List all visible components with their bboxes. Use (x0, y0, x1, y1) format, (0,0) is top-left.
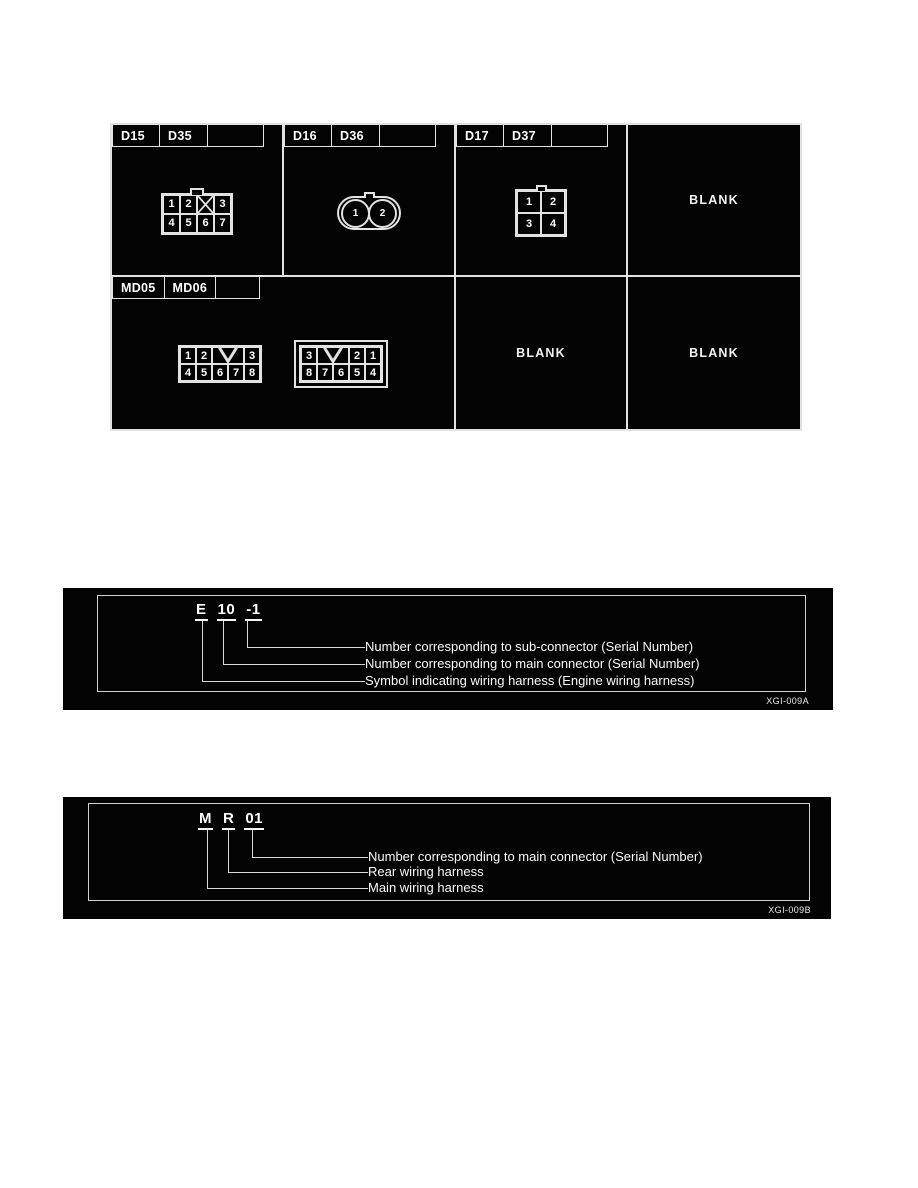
callout-line (228, 830, 229, 872)
pin: 1 (365, 347, 381, 364)
connector-id-tab: MD05 (112, 277, 165, 299)
harness-code (198, 810, 264, 830)
connector-id-tabs (284, 125, 436, 147)
pin: 2 (368, 199, 397, 228)
callout-line (207, 888, 368, 889)
callout-label: Number corresponding to sub-connector (Serial Number) (365, 639, 694, 654)
connector-id-tabs (112, 125, 264, 147)
pin: 5 (196, 364, 212, 381)
connector-diagram-area (284, 147, 454, 275)
connector-outer-shell (294, 340, 388, 388)
callout-line (223, 664, 365, 665)
callout-label: Symbol indicating wiring harness (Engine wiring harness) (365, 673, 695, 688)
table-cell-d15 (112, 125, 284, 277)
table-cell-d17 (456, 125, 628, 277)
code-part-main-harness: M (198, 810, 213, 830)
pin: 1 (163, 195, 180, 214)
code-part-main-connector: 10 (217, 601, 237, 621)
figure-ref-code: XGI-009A (766, 696, 809, 706)
blank-label: BLANK (516, 346, 566, 360)
pin-row (301, 364, 381, 381)
pin: 6 (212, 364, 228, 381)
connector-id-tab: D37 (504, 125, 552, 147)
connector-d17-diagram (515, 185, 567, 237)
harness-code (195, 601, 262, 621)
pin: 3 (244, 347, 260, 364)
code-part-main-connector: 01 (244, 810, 264, 830)
connector-diagram-area (112, 299, 454, 429)
latch-tab-icon (190, 188, 204, 195)
callout-line (202, 681, 365, 682)
table-cell-blank (628, 125, 800, 277)
pin-row (180, 347, 260, 364)
connector-id-tab-empty (552, 125, 608, 147)
callout-line (202, 621, 203, 681)
pin: 4 (163, 214, 180, 233)
connector-id-tab: D16 (284, 125, 332, 147)
oval-connector-body (337, 196, 401, 230)
harness-code-legend-main-rear (63, 797, 831, 919)
callout-label: Number corresponding to main connector (Serial Number) (365, 656, 700, 671)
callout-line (252, 857, 368, 858)
callout-line (247, 621, 248, 647)
callout-line (228, 872, 368, 873)
key-notch-icon (212, 347, 244, 364)
pin: 1 (180, 347, 196, 364)
callout-line (252, 830, 253, 857)
connector-id-tab: D15 (112, 125, 160, 147)
pin: 3 (517, 213, 541, 235)
key-notch-icon (317, 347, 349, 364)
pin: 2 (196, 347, 212, 364)
pin: 4 (180, 364, 196, 381)
pin-row (517, 213, 565, 235)
connector-id-tab-empty (208, 125, 264, 147)
callout-label: Number corresponding to main connector (Serial Number) (368, 849, 703, 864)
callout-line (223, 621, 224, 664)
pin-grid (178, 345, 262, 383)
pin: 5 (180, 214, 197, 233)
table-cell-blank (456, 277, 628, 429)
pin: 6 (333, 364, 349, 381)
latch-tab-icon (364, 192, 375, 198)
connector-id-tab: MD06 (165, 277, 217, 299)
code-part-sub-connector: -1 (245, 601, 261, 621)
pin-row (180, 364, 260, 381)
pin-grid (161, 193, 233, 235)
code-part-harness-symbol: E (195, 601, 208, 621)
connector-reference-table (110, 123, 802, 431)
connector-d15-diagram (161, 188, 233, 235)
pin: 2 (349, 347, 365, 364)
pin-grid (299, 345, 383, 383)
pin: 2 (180, 195, 197, 214)
connector-md06-diagram (294, 340, 388, 388)
pin: 7 (317, 364, 333, 381)
pin: 7 (214, 214, 231, 233)
pin: 7 (228, 364, 244, 381)
harness-code-legend-engine (63, 588, 833, 710)
figure-ref-code: XGI-009B (768, 905, 811, 915)
blank-label: BLANK (689, 346, 739, 360)
pin: 3 (214, 195, 231, 214)
blank-label: BLANK (689, 193, 739, 207)
key-cross-icon (197, 195, 214, 214)
callout-line (247, 647, 365, 648)
pin-row (517, 191, 565, 213)
connector-id-tabs (112, 277, 260, 299)
pin: 8 (244, 364, 260, 381)
connector-md05-diagram (178, 345, 262, 383)
connector-id-tab: D36 (332, 125, 380, 147)
code-part-rear-harness: R (222, 810, 235, 830)
connector-id-tab: D17 (456, 125, 504, 147)
connector-id-tab: D35 (160, 125, 208, 147)
callout-line (207, 830, 208, 888)
callout-label: Main wiring harness (368, 880, 484, 895)
pin: 8 (301, 364, 317, 381)
pin-row (163, 214, 231, 233)
pin-grid (515, 189, 567, 237)
pin: 6 (197, 214, 214, 233)
pin: 4 (365, 364, 381, 381)
pin-row (163, 195, 231, 214)
connector-id-tabs (456, 125, 608, 147)
pin: 1 (517, 191, 541, 213)
pin: 5 (349, 364, 365, 381)
table-cell-d16 (284, 125, 456, 277)
connector-diagram-area (456, 147, 626, 275)
table-cell-blank (628, 277, 800, 429)
pin: 3 (301, 347, 317, 364)
connector-id-tab-empty (380, 125, 436, 147)
connector-diagram-area (112, 147, 282, 275)
pin-row (301, 347, 381, 364)
pin: 1 (341, 199, 370, 228)
pin: 2 (541, 191, 565, 213)
pin: 4 (541, 213, 565, 235)
connector-d16-diagram (337, 192, 401, 230)
connector-id-tab-empty (216, 277, 260, 299)
table-cell-md05-md06 (112, 277, 456, 429)
callout-label: Rear wiring harness (368, 864, 484, 879)
latch-tab-icon (536, 185, 547, 191)
